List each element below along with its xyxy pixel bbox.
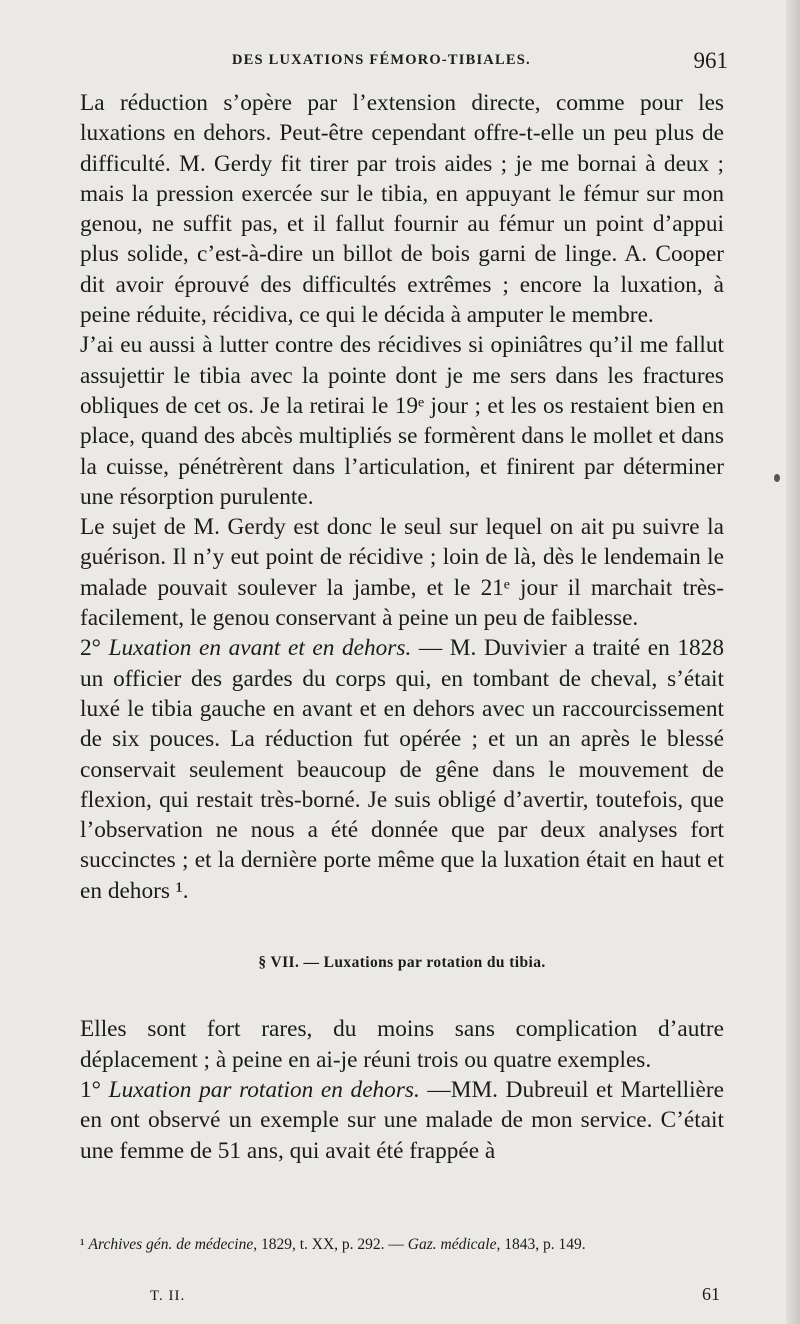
footnote-journal-2: Gaz. médicale <box>407 1236 497 1253</box>
paragraph-4 <box>80 633 724 906</box>
footnote-ref-2: , 1843, p. 149. <box>496 1236 586 1253</box>
paragraph-4-title: Luxation en avant et en dehors. <box>108 635 412 662</box>
section-heading: § VII. — Luxations par rotation du tibia. <box>258 954 546 972</box>
page-header <box>78 48 728 74</box>
paragraph-4-number: 2° <box>80 635 109 662</box>
footnote-ref-1: , 1829, t. XX, p. 292. — <box>253 1236 408 1253</box>
paragraph-4-text: — M. Duvivier a traité en 1828 un officier des gardes du corps qui, en tombant de cheval, s’était luxé le tibia gauche en avant et en dehors avec un raccourcissement de six pouces. La réduction fut opérée ; et un an après le blessé conservait seulement beaucoup de gêne dans le mouvement de flexion, qui restait très-borné. Je suis obligé d’avertir, toutefois, que l’observation ne nous a été donnée que par deux analyses fort succinctes ; et la dernière porte même que la luxation était en haut et en dehors ¹. <box>80 635 724 904</box>
page-number: 961 <box>693 48 728 73</box>
paragraph-6-number: 1° <box>80 1076 109 1103</box>
paragraph-2: J’ai eu aussi à lutter contre des récidives si opiniâtres qu’il me fallut assujettir le tibia avec la pointe dont je me sers dans les fractures obliques de cet os. Je la retirai le 19ᵉ jour ; et les os restaient bien en place, quand des abcès multipliés se formèrent dans le mollet et dans la cuisse, pénétrèrent dans l’articulation, et finirent par déterminer une résorption purulente. <box>80 332 724 510</box>
page-footer <box>80 1284 720 1308</box>
page-edge-shadow <box>786 0 800 1324</box>
paragraph-3: Le sujet de M. Gerdy est donc le seul sur lequel on ait pu suivre la guérison. Il n’y eut point de récidive ; loin de là, dès le lendemain le malade pouvait soulever la jambe, et le 21ᵉ jour il marchait très-facilement, le genou conservant à peine un peu de faiblesse. <box>80 514 724 632</box>
paragraph-1: La réduction s’opère par l’extension directe, comme pour les luxations en dehors. Peut-être cependant offre-t-elle un peu plus de difficulté. M. Gerdy fit tirer par trois aides ; je me bornai à deux ; mais la pression exercée sur le tibia, en appuyant le fémur sur mon genou, ne suffit pas, et il fallut fournir au fémur un point d’appui plus solide, c’est-à-dire un billot de bois garni de linge. A. Cooper dit avoir éprouvé des difficultés extrêmes ; encore la luxation, à peine réduite, récidiva, ce qui le décida à amputer le membre. <box>80 90 724 329</box>
paragraph-6-title: Luxation par rotation en dehors. <box>108 1076 420 1103</box>
footnote-journal-1: Archives gén. de médecine <box>88 1236 254 1253</box>
paragraph-6-text: —MM. Dubreuil et Martellière en ont observé un exemple sur une malade de mon service. C’était une femme de 51 ans, qui avait été frappée à <box>80 1076 724 1164</box>
footnote-mark: ¹ <box>80 1236 89 1253</box>
signature-number: 61 <box>702 1284 720 1304</box>
footnote <box>80 1232 724 1257</box>
paragraph-6 <box>80 1075 724 1166</box>
body-text <box>80 88 724 1166</box>
signature-volume: T. II. <box>150 1288 186 1304</box>
paragraph-5: Elles sont fort rares, du moins sans complication d’autre déplacement ; à peine en ai-je réuni trois ou quatre exemples. <box>80 1016 724 1073</box>
ink-spot <box>774 474 780 482</box>
running-title: DES LUXATIONS FÉMORO-TIBIALES. <box>232 52 531 68</box>
